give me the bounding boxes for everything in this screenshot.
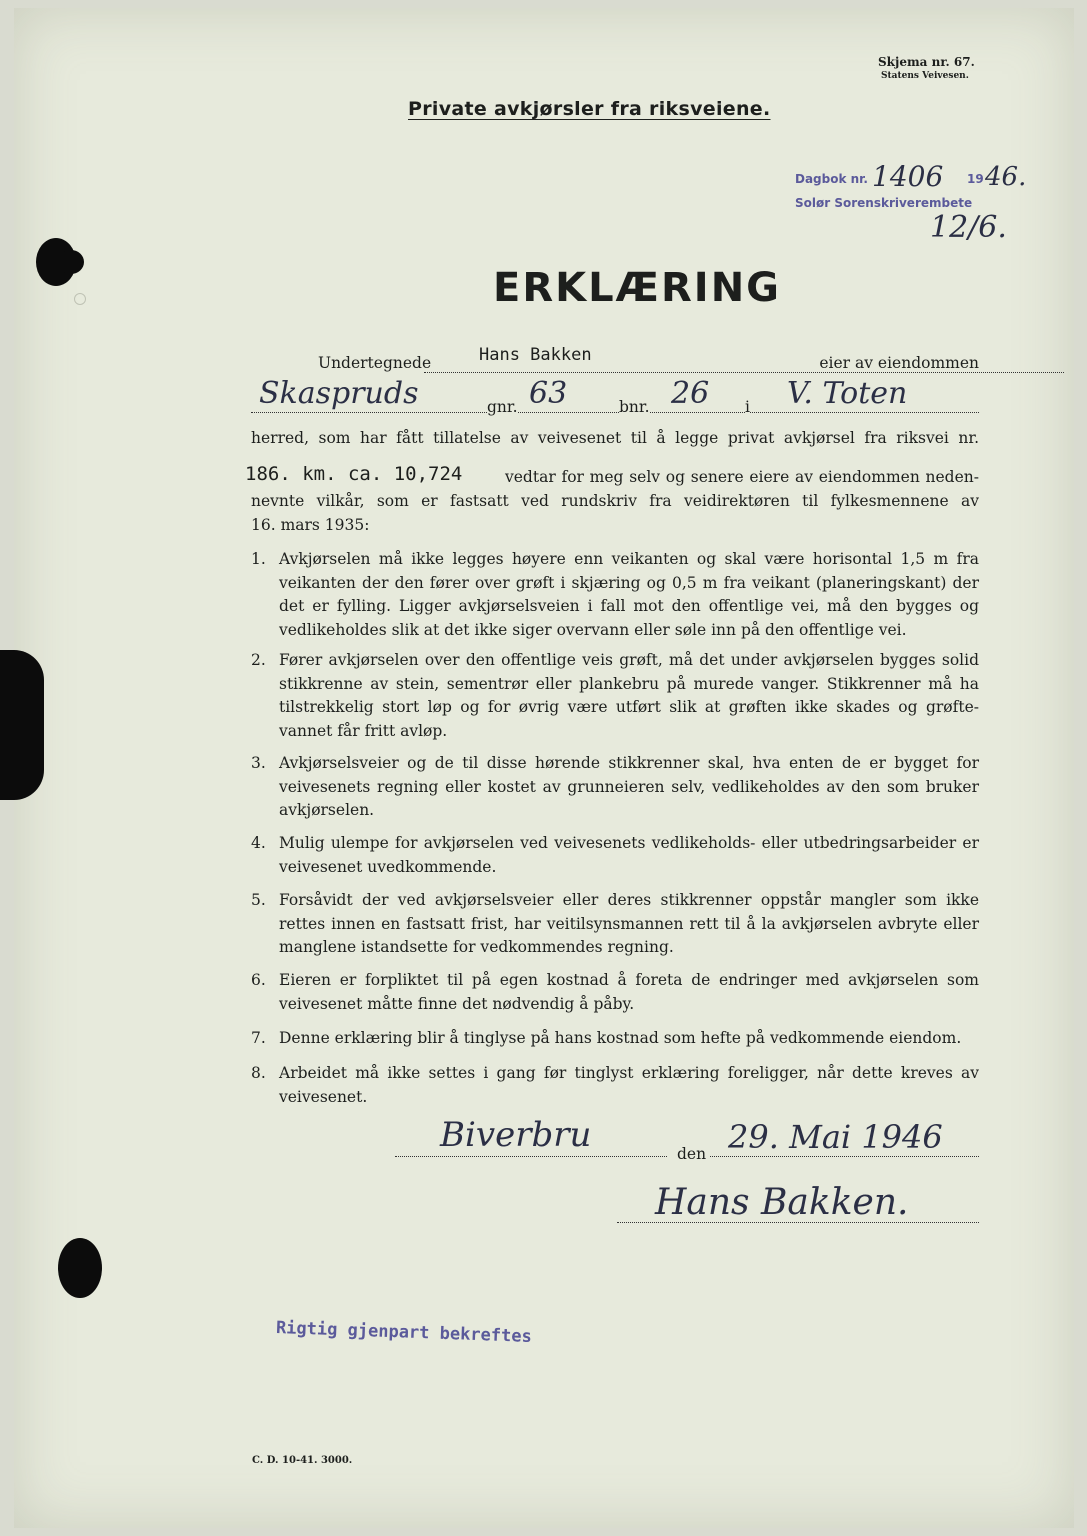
condition-number: 5.: [251, 891, 266, 909]
condition-item: [251, 649, 979, 743]
den-label: den: [677, 1145, 707, 1163]
condition-item: [251, 1062, 979, 1109]
print-code: C. D. 10-41. 3000.: [252, 1455, 353, 1466]
gnr-value: 63: [529, 376, 568, 411]
condition-text: Forsåvidt der ved avkjørselsveier eller deres stikkrenner oppstår mangler som ikke rettes innen en fastsatt frist, har veitilsynsmannen rett til å la avkjørselen avbryte eller manglene istandsette for vedkommendes regning.: [279, 891, 979, 956]
registration-date: 12/6.: [930, 210, 1007, 245]
signing-place: Biverbru: [440, 1115, 592, 1155]
condition-item: [251, 889, 979, 960]
i-label: i: [745, 396, 750, 420]
ink-blot: [58, 250, 84, 274]
condition-text: Avkjørselsveier og de til disse hørende stikkrenner skal, hva enten de er bygget for veivesenets regning eller kostet av grunneieren selv, vedlikeholdes av den som bruker avkjørselen.: [279, 754, 979, 819]
office-stamp: Solør Sorenskriverembete: [795, 196, 973, 210]
dagbok-year-suffix: 46.: [985, 162, 1027, 192]
condition-text: Mulig ulempe for avkjørselen ved veivesenets vedlikeholds- eller utbedringsarbeider er veivesenet uvedkommende.: [279, 834, 979, 876]
condition-number: 4.: [251, 834, 266, 852]
undersigned-label: Undertegnede: [318, 354, 432, 372]
bnr-value: 26: [671, 376, 710, 411]
road-line-rest: vedtar for meg selv og senere eiere av eiendommen neden-: [505, 468, 979, 486]
ink-blot: [58, 1238, 102, 1298]
dagbok-stamp-label: Dagbok nr.: [795, 172, 868, 186]
condition-number: 3.: [251, 754, 266, 772]
condition-item: [251, 832, 979, 879]
condition-number: 8.: [251, 1064, 266, 1082]
bnr-label: bnr.: [619, 396, 650, 420]
gnr-label: gnr.: [487, 396, 518, 420]
property-name: Skaspruds: [259, 376, 419, 411]
condition-text: Arbeidet må ikke settes i gang før tinglyst erklæring foreligger, når dette kreves av veivesenet.: [279, 1064, 979, 1106]
punch-hole: [74, 293, 86, 305]
skjema-label: Skjema nr. 67.: [878, 55, 975, 69]
condition-item: [251, 752, 979, 823]
document-title: ERKLÆRING: [493, 265, 781, 311]
condition-number: 1.: [251, 550, 266, 568]
condition-text: Eieren er forpliktet til på egen kostnad å foreta de endringer med avkjørselen som veivesenet måtte finne det nødvendig å påby.: [279, 971, 979, 1013]
ink-blot: [0, 650, 44, 800]
dagbok-year-prefix: 19: [967, 172, 984, 186]
declarant-name: Hans Bakken: [479, 345, 592, 365]
municipality: V. Toten: [787, 376, 908, 411]
conditions-intro: nevnte vilkår, som er fastsatt ved rundskriv fra veidirektøren til fylkesmennene av: [251, 492, 979, 510]
signing-date: 29. Mai 1946: [728, 1118, 943, 1156]
signature: Hans Bakken.: [655, 1182, 909, 1223]
condition-item: [251, 548, 979, 642]
condition-number: 7.: [251, 1029, 266, 1047]
road-info: 186. km. ca. 10,724: [245, 463, 463, 485]
form-heading: Private avkjørsler fra riksveiene.: [408, 98, 771, 120]
certification-stamp: Rigtig gjenpart bekreftes: [275, 1318, 533, 1347]
condition-number: 2.: [251, 651, 266, 669]
dagbok-number: 1406: [872, 160, 944, 193]
owner-label: eier av eiendommen: [819, 354, 979, 372]
condition-text: Denne erklæring blir å tinglyse på hans kostnad som hefte på vedkommende eiendom.: [279, 1029, 962, 1047]
conditions-date: 16. mars 1935:: [251, 516, 370, 534]
condition-text: Fører avkjørselen over den offentlige veis grøft, må det under avkjørselen bygges solid stikkrenne av stein, sementrør eller plankebru på murede vanger. Stikkrenner må ha tilstrekkelig stort løp og for øvrig være utført slik at grøften ikke skades og grøfte-vannet får fritt avløp.: [279, 651, 979, 740]
form-number: [878, 55, 975, 83]
condition-item: [251, 1027, 979, 1051]
condition-number: 6.: [251, 971, 266, 989]
condition-text: Avkjørselen må ikke legges høyere enn veikanten og skal være horisontal 1,5 m fra veikanten der den fører over grøft i skjæring og 0,5 m fra veikant (planeringskant) der det er fylling. Ligger avkjørselsveien i fall mot den offentlige vei, må den bygges og vedlikeholdes slik at det ikke siger overvann eller søle inn på den offentlige vei.: [279, 550, 979, 639]
permission-line: herred, som har fått tillatelse av veivesenet til å legge privat avkjørsel fra riksvei nr.: [251, 429, 979, 447]
condition-item: [251, 969, 979, 1016]
agency-label: Statens Veivesen.: [881, 71, 969, 81]
